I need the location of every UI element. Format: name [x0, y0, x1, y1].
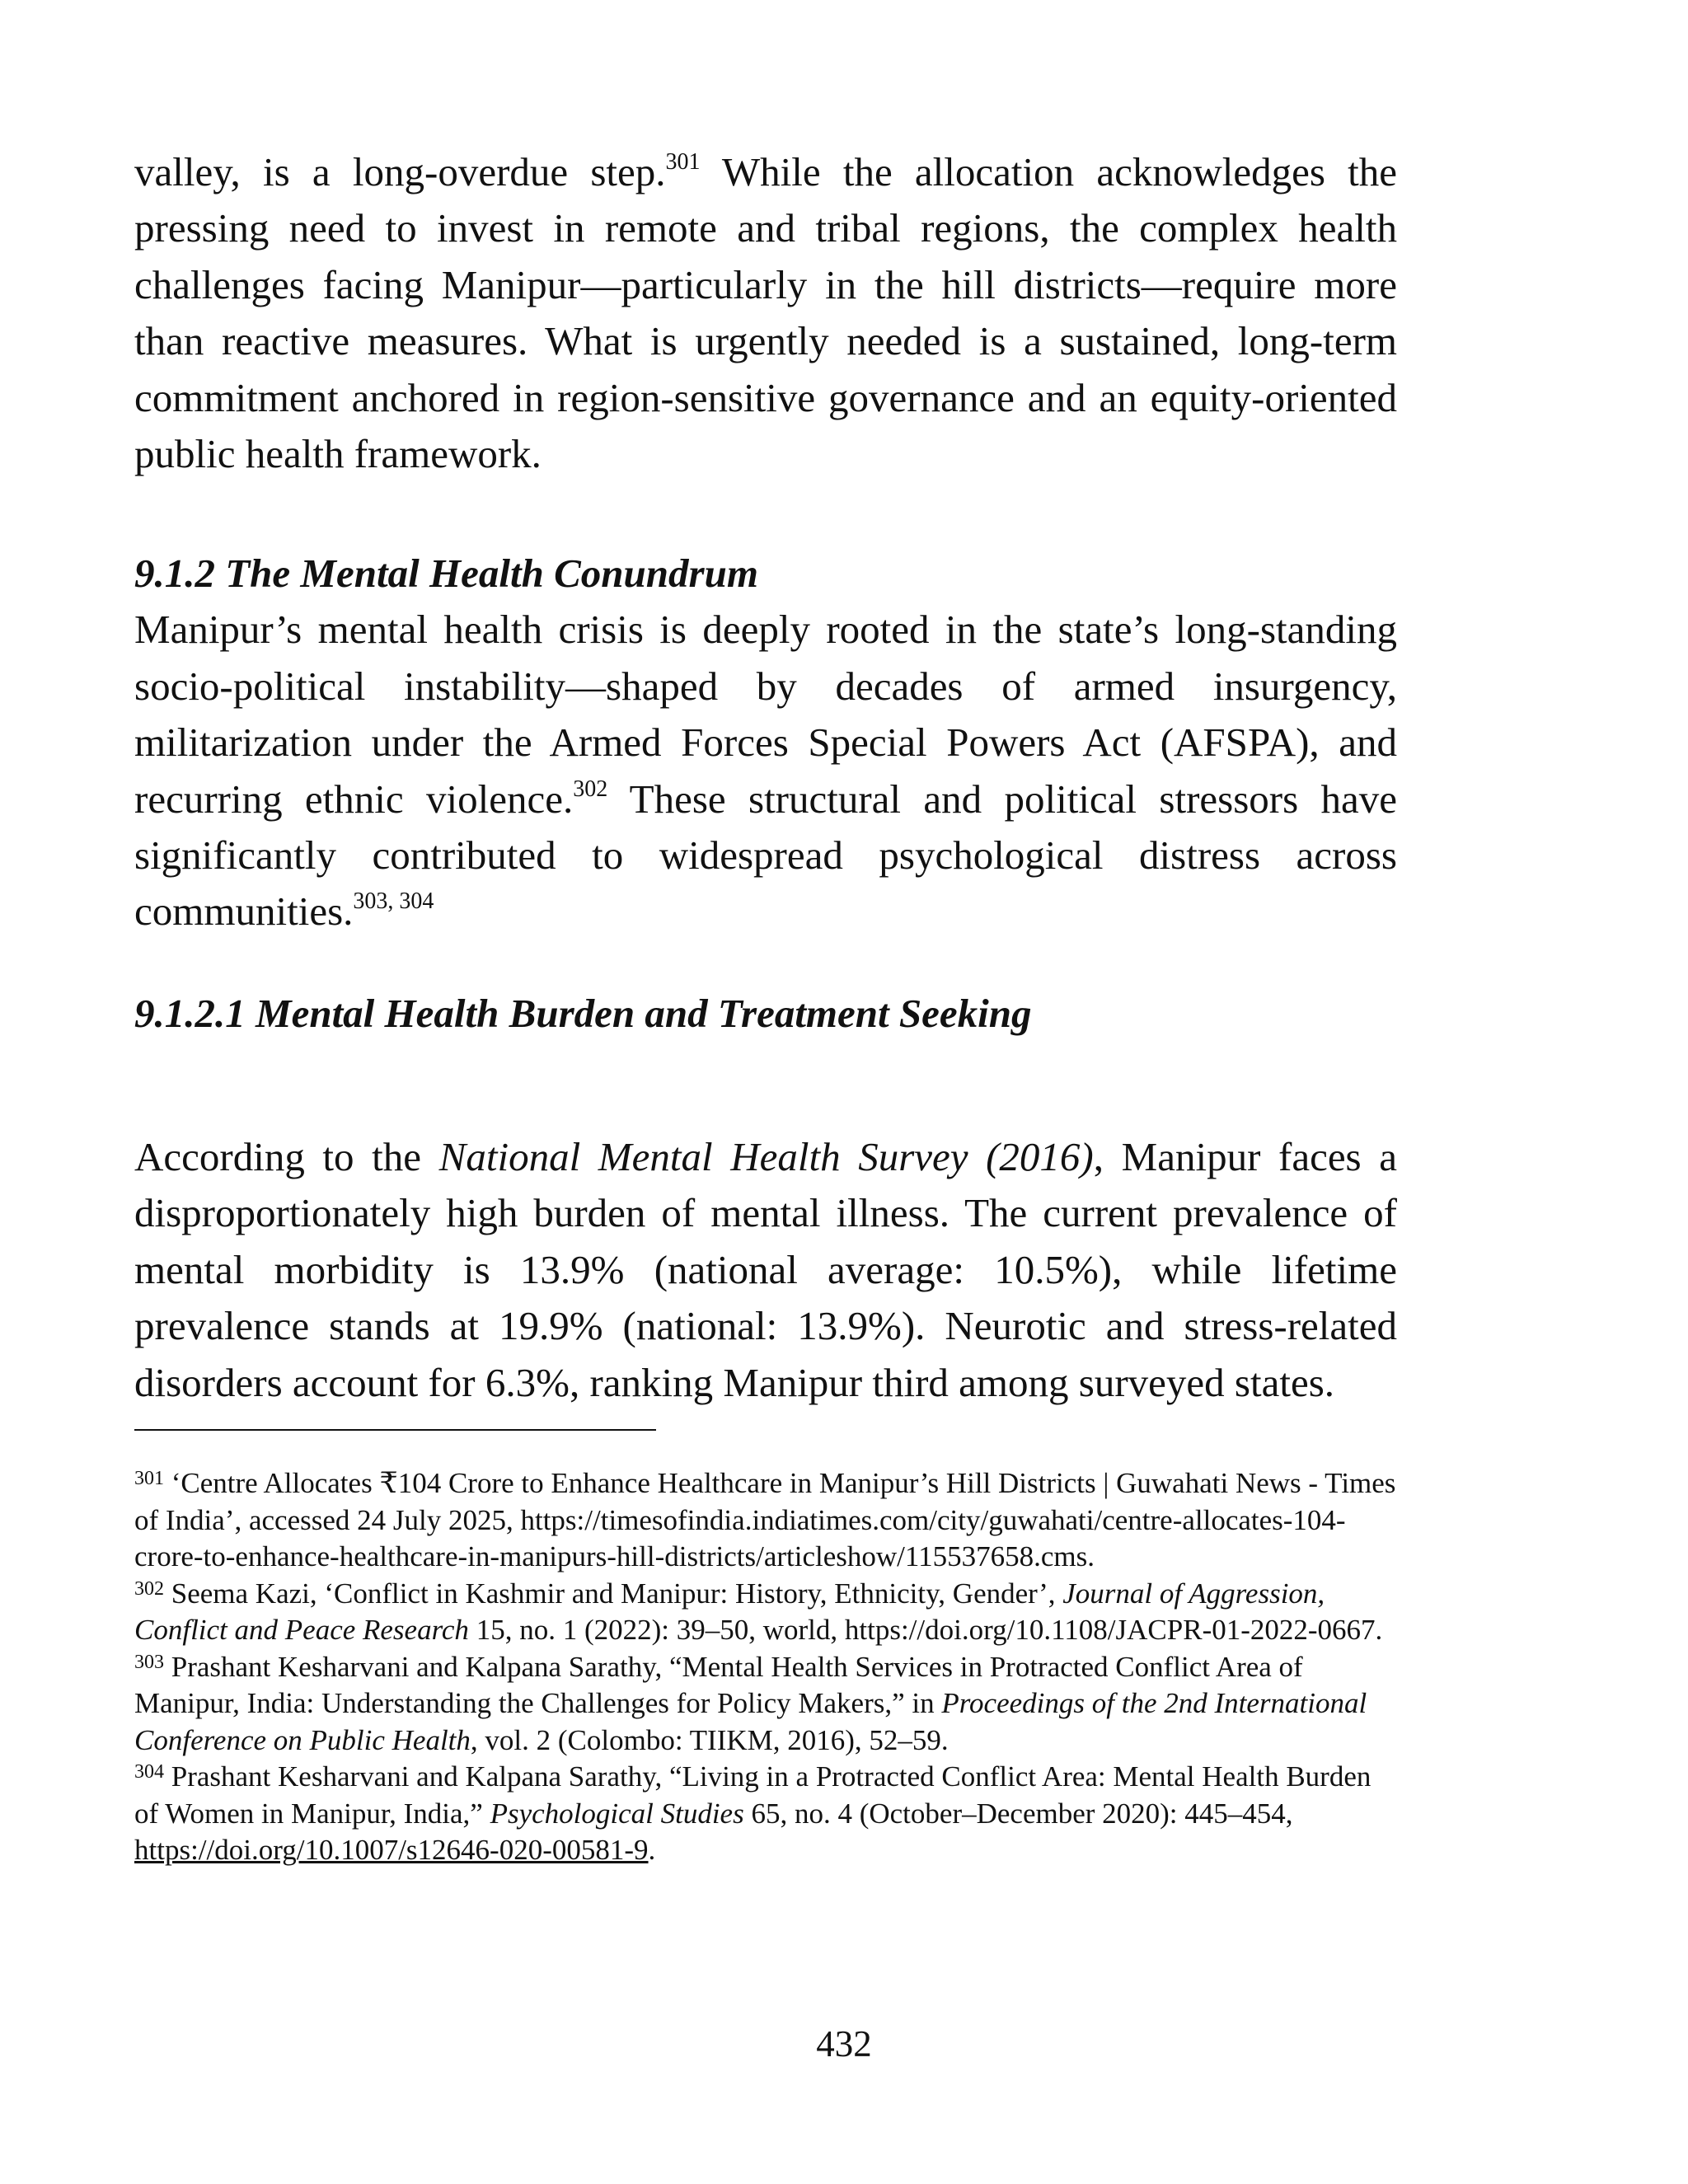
footnote-text: , vol. 2 (Colombo: TIIKM, 2016), 52–59.	[470, 1723, 949, 1756]
paragraph-text: These structural and political stressors have significantly contributed to widespread psychological distress across communities.	[134, 776, 1397, 935]
footnote-text: 15, no. 1 (2022): 39–50, world, https://doi.org/10.1108/JACPR-01-2022-0667.	[468, 1614, 1383, 1646]
proceedings-title: Proceedings of the 2nd International Conference on Public Health	[134, 1687, 1367, 1756]
footnote-text: 65, no. 4 (October–December 2020): 445–454,	[743, 1797, 1293, 1830]
footnote-ref-301[interactable]: 301	[665, 149, 701, 175]
footnote-divider	[134, 1429, 656, 1431]
footnote-number: 302	[134, 1577, 164, 1600]
footnote-text: ‘Centre Allocates ₹104 Crore to Enhance Healthcare in Manipur’s Hill Districts | Guwahati News - Times of India’, accessed 24 July 2025, https://timesofindia.indiatimes.com/city/guwahati/centre-allocates-104-crore-to-enhance-healthcare-in-manipurs-hill-districts/articleshow/115537658.cms.	[134, 1467, 1396, 1572]
footnote-number: 301	[134, 1468, 164, 1489]
page-body	[134, 144, 1397, 1411]
footnote-number: 304	[134, 1761, 164, 1783]
footnote-301	[134, 1465, 1397, 1576]
footnote-ref-303-304[interactable]: 303, 304	[353, 888, 434, 915]
footnote-302	[134, 1576, 1397, 1649]
footnote-text: Prashant Kesharvani and Kalpana Sarathy, “Mental Health Services in Protracted Conflict Area of Manipur, India: Understanding the Challenges for Policy Makers,” in	[134, 1650, 1303, 1719]
survey-title: National Mental Health Survey (2016)	[438, 1133, 1094, 1179]
paragraph-survey	[134, 1129, 1397, 1411]
paragraph-text: While the allocation acknowledges the pressing need to invest in remote and tribal regions, the complex health challenges facing Manipur—particularly in the hill districts—require more than reactive measures. What is urgently needed is a sustained, long-term commitment anchored in region-sensitive governance and an equity-oriented public health framework.	[134, 149, 1397, 477]
footnote-text: .	[648, 1834, 656, 1866]
paragraph-text: Manipur’s mental health crisis is deeply rooted in the state’s long-standing socio-political instability—shaped by decades of armed insurgency, militarization under the Armed Forces Special Powers Act (AFSPA), and recurring ethnic violence.	[134, 607, 1397, 822]
footnote-text: Seema Kazi, ‘Conflict in Kashmir and Manipur: History, Ethnicity, Gender’,	[164, 1577, 1063, 1610]
footnote-text: Prashant Kesharvani and Kalpana Sarathy, “Living in a Protracted Conflict Area: Mental Health Burden of Women in Manipur, India,”	[134, 1760, 1372, 1830]
section-heading-9-1-2-1: 9.1.2.1 Mental Health Burden and Treatment Seeking	[134, 990, 1032, 1036]
footnote-304	[134, 1759, 1397, 1869]
footnote-303	[134, 1649, 1397, 1760]
page-number: 432	[816, 2023, 872, 2064]
footnote-number: 303	[134, 1651, 164, 1673]
paragraph-mental-health-crisis	[134, 602, 1397, 940]
footnote-ref-302[interactable]: 302	[573, 776, 608, 802]
journal-title: Psychological Studies	[490, 1797, 744, 1830]
paragraph-text: valley, is a long-overdue step.	[134, 149, 666, 194]
journal-title: Journal of Aggression, Conflict and Peace Research	[134, 1577, 1325, 1646]
footnotes	[134, 1465, 1397, 1869]
paragraph-continued	[134, 144, 1397, 482]
section-heading-9-1-2: 9.1.2 The Mental Health Conundrum	[134, 551, 758, 597]
doi-link[interactable]: https://doi.org/10.1007/s12646-020-00581-9	[134, 1834, 649, 1866]
paragraph-text: , Manipur faces a disproportionately high burden of mental illness. The current prevalence of mental morbidity is 13.9% (national average: 10.5%), while lifetime prevalence stands at 19.9% (national: 13.9%). Neurotic and stress-related disorders account for 6.3%, ranking Manipur third among surveyed states.	[134, 1133, 1397, 1405]
paragraph-text: According to the	[134, 1133, 439, 1179]
